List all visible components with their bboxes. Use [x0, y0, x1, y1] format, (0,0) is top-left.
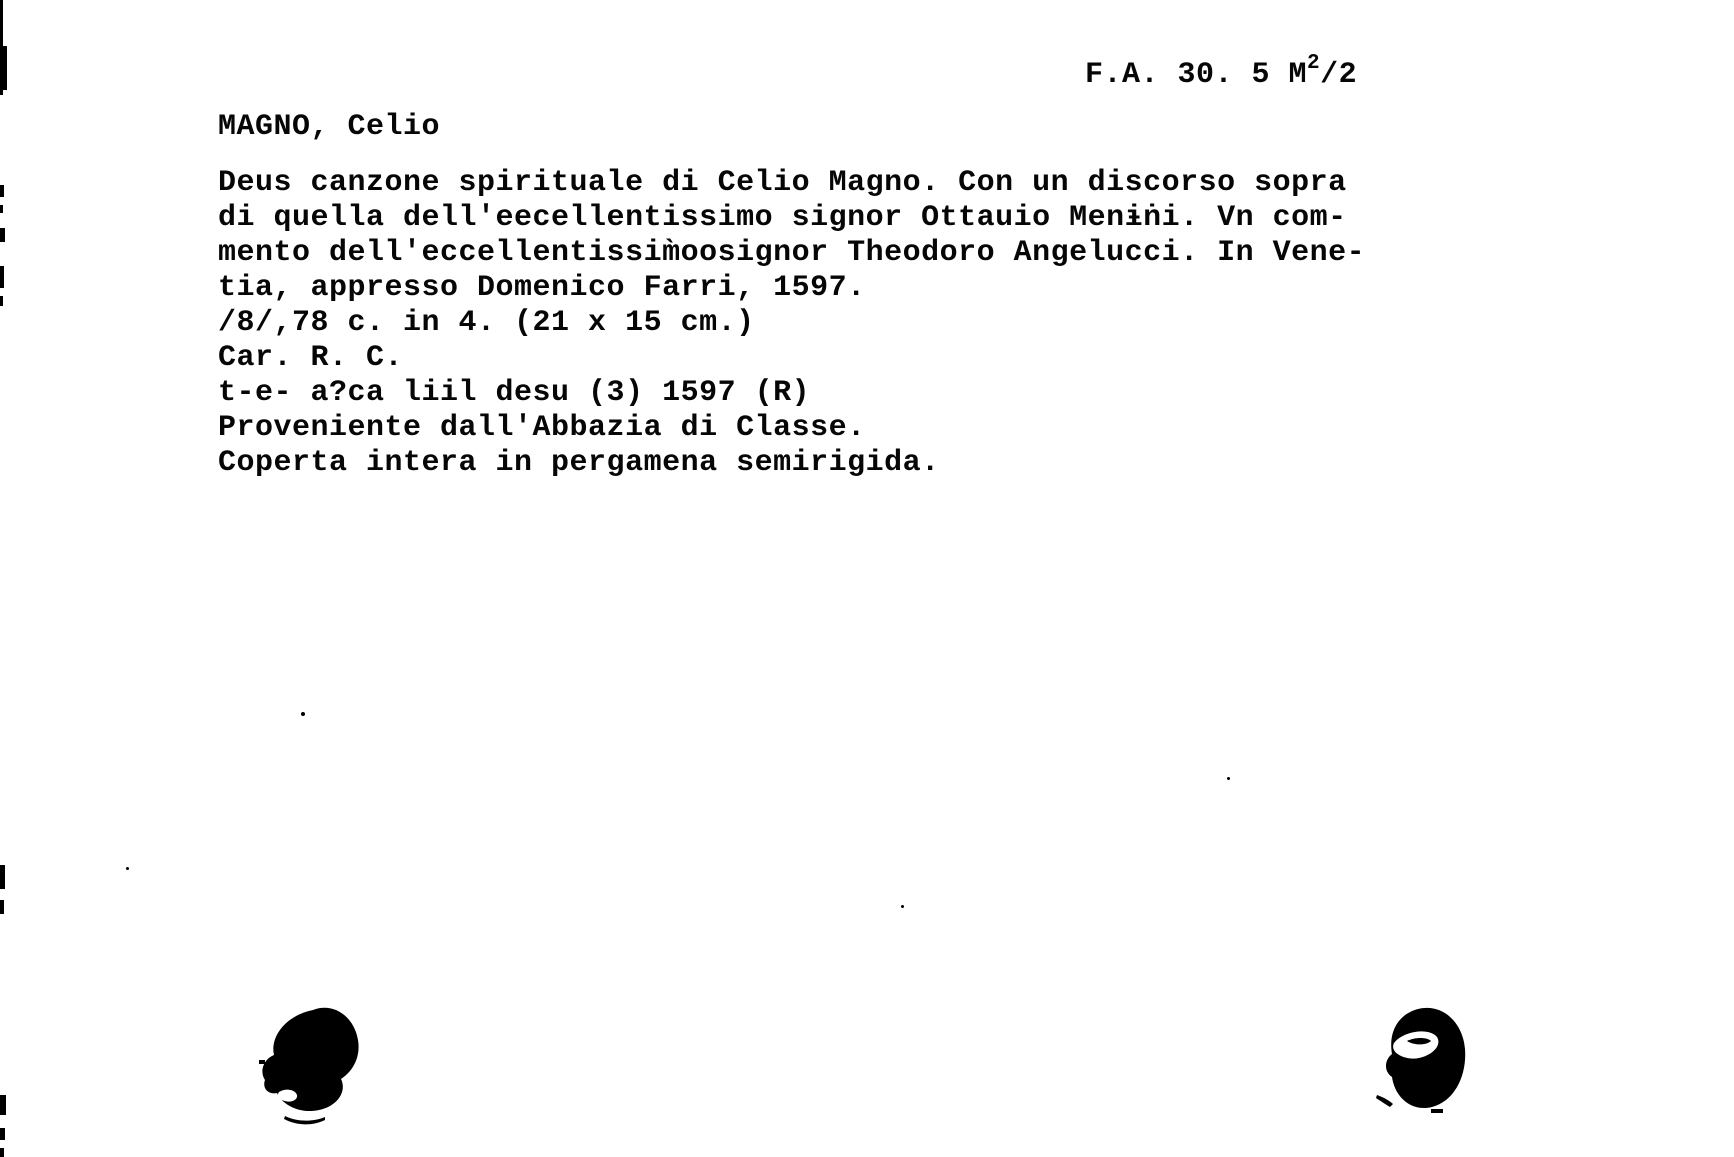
scan-artifact	[0, 228, 5, 242]
ink-blot-right	[1373, 1005, 1473, 1117]
scan-artifact	[0, 865, 5, 889]
catalog-line: /8/,78 c. in 4. (21 x 15 cm.)	[218, 306, 755, 340]
scan-artifact	[0, 1095, 6, 1115]
toner-speck	[301, 712, 305, 716]
catalog-line: tia, appresso Domenico Farri, 1597.	[218, 271, 866, 305]
toner-speck	[126, 867, 129, 870]
scan-artifact	[0, 185, 4, 197]
scan-artifact	[0, 900, 4, 914]
toner-speck	[1227, 777, 1230, 780]
catalog-line: Proveniente dall'Abbazia di Classe.	[218, 411, 866, 445]
catalog-line: Deus canzone spirituale di Celio Magno. Con un discorso sopra	[218, 166, 1347, 200]
scan-artifact	[0, 296, 3, 306]
scan-artifact	[0, 266, 4, 288]
call-number-prefix: F.A. 30. 5 M	[1085, 58, 1308, 92]
catalog-line: mento dell'eccellentissim̀oosignor Theodoro Angelucci. In Vene-	[218, 236, 1366, 270]
ink-blot-left	[255, 1000, 367, 1128]
catalog-line: di quella dell'eecellentissimo signor Ottauio Menɨṅi. Vn com-	[218, 201, 1347, 235]
catalog-line: Coperta intera in pergamena semirigida.	[218, 446, 940, 480]
scan-artifact	[0, 205, 3, 213]
author-heading: MAGNO, Celio	[218, 110, 441, 144]
catalog-entry	[218, 166, 1365, 481]
call-number-superscript: 2	[1307, 52, 1321, 75]
toner-speck	[901, 905, 904, 908]
call-number	[1085, 52, 1358, 92]
scan-artifact	[0, 1128, 5, 1140]
scan-artifact	[0, 1148, 4, 1157]
catalog-line: t-e- a?ca liil desu (3) 1597 (R)	[218, 376, 811, 410]
catalog-line: Car. R. C.	[218, 341, 404, 375]
scan-artifact	[0, 46, 7, 90]
call-number-suffix: /2	[1320, 58, 1358, 92]
